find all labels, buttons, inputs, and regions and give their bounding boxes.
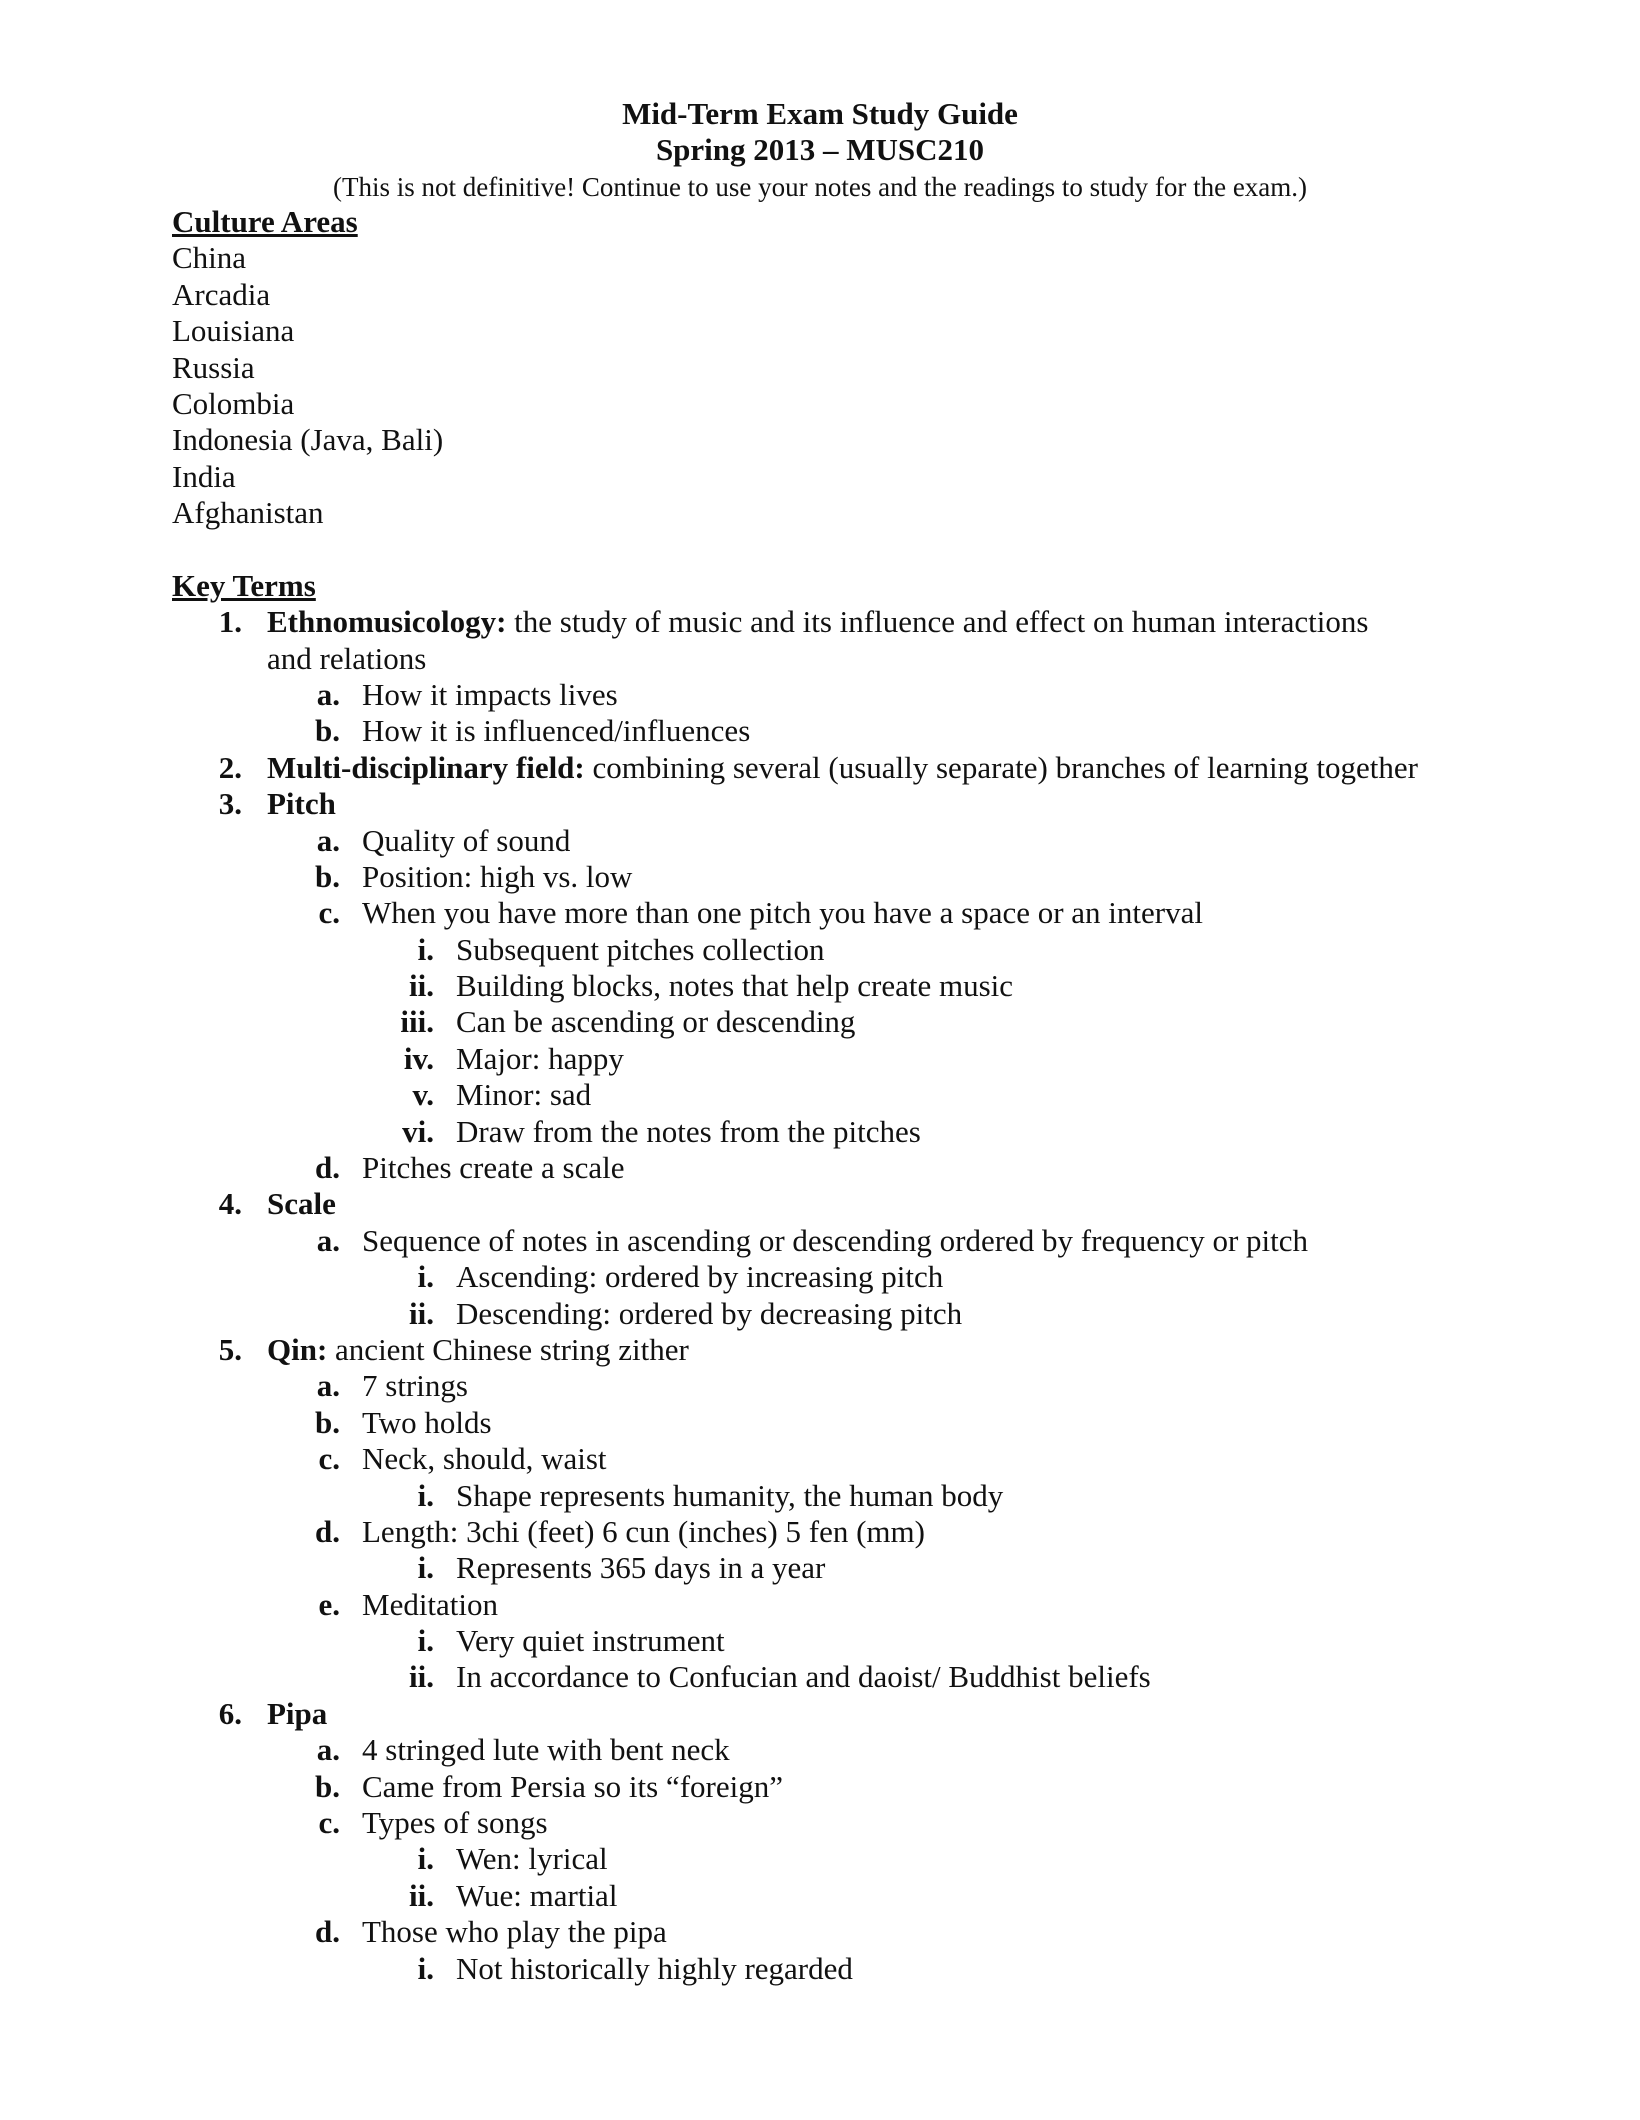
list-item-text: Building blocks, notes that help create music [456,968,1014,1003]
disclaimer-note: (This is not definitive! Continue to use your notes and the readings to study for the exam.) [332,172,1308,202]
list-marker: ii. [409,1296,434,1331]
list-item-level2 [0,859,1640,895]
list-marker: c. [318,895,340,930]
list-item-level2 [0,713,1640,749]
term-definition: ancient Chinese string zither [327,1332,689,1367]
list-marker: d. [315,1914,340,1949]
list-item-level2 [0,823,1640,859]
list-marker: c. [318,1805,340,1840]
list-item-text: When you have more than one pitch you have a space or an interval [362,895,1203,930]
list-item-text [267,1696,327,1732]
list-item-text: In accordance to Confucian and daoist/ Buddhist beliefs [456,1659,1151,1694]
list-marker: i. [417,1951,434,1986]
list-item-level2 [0,1587,1640,1623]
list-marker: b. [315,1769,340,1804]
list-item-level3 [0,1004,1640,1040]
list-marker: b. [315,713,340,748]
list-item-level2 [0,1514,1640,1550]
list-item-text: How it is influenced/influences [362,713,751,748]
list-item-text [267,786,336,822]
list-item-level1 [0,786,1640,822]
list-item-text [267,604,1368,640]
list-item-text: Wue: martial [456,1878,618,1913]
list-marker: ii. [409,968,434,1003]
list-item-text: Meditation [362,1587,499,1622]
list-item-text: Position: high vs. low [362,859,633,894]
list-marker: a. [316,1732,340,1767]
list-marker: a. [316,1368,340,1403]
culture-area-item: Russia [172,350,255,385]
key-terms-heading: Key Terms [172,568,316,603]
list-item-level2 [0,895,1640,931]
list-marker: 6. [218,1696,242,1731]
culture-area-item: Afghanistan [172,495,324,530]
list-marker: d. [315,1150,340,1185]
list-marker: iii. [400,1004,434,1039]
list-marker: i. [417,1550,434,1585]
culture-area-item: India [172,459,236,494]
culture-area-item: Arcadia [172,277,271,312]
term-definition: combining several (usually separate) branches of learning together [584,750,1418,785]
list-item-level3 [0,1623,1640,1659]
list-item-text: Major: happy [456,1041,624,1076]
list-marker: i. [417,1623,434,1658]
list-marker: ii. [409,1659,434,1694]
list-item-level3 [0,1659,1640,1695]
list-item-text: Shape represents humanity, the human body [456,1478,1004,1513]
list-marker: ii. [409,1878,434,1913]
list-item-level2 [0,677,1640,713]
list-item-level1 [0,1186,1640,1222]
list-item-level2 [0,1441,1640,1477]
list-item-level3 [0,932,1640,968]
list-item-text: Neck, should, waist [362,1441,607,1476]
list-marker: i. [417,1841,434,1876]
list-item-text: Ascending: ordered by increasing pitch [456,1259,944,1294]
list-item-text: Two holds [362,1405,492,1440]
list-item-text: Represents 365 days in a year [456,1550,826,1585]
list-item-text: Draw from the notes from the pitches [456,1114,921,1149]
list-marker: b. [315,859,340,894]
culture-area-item: Colombia [172,386,295,421]
list-item-level2 [0,1914,1640,1950]
list-item-level3 [0,1077,1640,1113]
list-item-level3 [0,1841,1640,1877]
list-item-text: 4 stringed lute with bent neck [362,1732,730,1767]
list-item-text [267,1332,689,1368]
list-item-text: 7 strings [362,1368,468,1403]
culture-area-item: Indonesia (Java, Bali) [172,422,444,457]
term-name: Ethnomusicology: [267,604,507,639]
list-marker: 2. [218,750,242,785]
list-marker: 4. [218,1186,242,1221]
list-marker: a. [316,823,340,858]
list-marker: 1. [218,604,242,639]
list-marker: a. [316,677,340,712]
list-item-level2 [0,1368,1640,1404]
list-item-level3 [0,1259,1640,1295]
list-item-level3 [0,1041,1640,1077]
term-name: Pipa [267,1696,328,1731]
list-item-level3 [0,1114,1640,1150]
list-marker: a. [316,1223,340,1258]
list-item-level2 [0,1405,1640,1441]
list-marker: e. [318,1587,340,1622]
list-item-text: Subsequent pitches collection [456,932,825,967]
list-item-level1 [0,750,1640,786]
culture-areas-heading: Culture Areas [172,204,358,239]
list-item-level2 [0,1732,1640,1768]
list-marker: c. [318,1441,340,1476]
list-marker: i. [417,1478,434,1513]
list-item-text: Wen: lyrical [456,1841,608,1876]
culture-area-item: Louisiana [172,313,295,348]
list-item-level3 [0,968,1640,1004]
list-marker: 5. [218,1332,242,1367]
list-item-text: Those who play the pipa [362,1914,667,1949]
list-item-text: Can be ascending or descending [456,1004,856,1039]
list-item-text: Types of songs [362,1805,548,1840]
list-item-level2 [0,1769,1640,1805]
term-name: Qin: [267,1332,328,1367]
list-marker: d. [315,1514,340,1549]
list-item-level1 [0,1696,1640,1732]
list-item-text: Pitches create a scale [362,1150,625,1185]
term-name: Pitch [267,786,336,821]
term-name: Scale [267,1186,336,1221]
list-item-text: Length: 3chi (feet) 6 cun (inches) 5 fen (mm) [362,1514,925,1549]
list-item-level3 [0,1478,1640,1514]
list-item-text: Minor: sad [456,1077,592,1112]
list-item-text: How it impacts lives [362,677,618,712]
document-title: Mid-Term Exam Study Guide [622,96,1018,131]
term-name: Multi-disciplinary field: [267,750,585,785]
document-subtitle: Spring 2013 – MUSC210 [655,132,985,167]
list-marker: i. [417,932,434,967]
list-item-level2 [0,1150,1640,1186]
list-item-level1 [0,604,1640,640]
list-marker: vi. [402,1114,434,1149]
list-item-level3 [0,1550,1640,1586]
list-item-level2 [0,1805,1640,1841]
list-marker: 3. [218,786,242,821]
list-item-level3 [0,1296,1640,1332]
list-item-level1 [0,1332,1640,1368]
list-item-text: Very quiet instrument [456,1623,725,1658]
list-item-level2 [0,1223,1640,1259]
list-item-text: Not historically highly regarded [456,1951,853,1986]
list-item-text: Quality of sound [362,823,571,858]
list-marker: iv. [403,1041,434,1076]
culture-area-item: China [172,240,247,275]
list-item-level3 [0,1878,1640,1914]
list-item-text: Descending: ordered by decreasing pitch [456,1296,963,1331]
list-item-continuation: and relations [267,641,427,676]
list-item-text: Sequence of notes in ascending or descending ordered by frequency or pitch [362,1223,1309,1258]
list-item-text: Came from Persia so its “foreign” [362,1769,783,1804]
list-item-text [267,750,1418,786]
list-item-level3 [0,1951,1640,1987]
list-item-text [267,1186,336,1222]
list-marker: b. [315,1405,340,1440]
list-marker: v. [412,1077,434,1112]
term-definition: the study of music and its influence and effect on human interactions [506,604,1369,639]
list-marker: i. [417,1259,434,1294]
